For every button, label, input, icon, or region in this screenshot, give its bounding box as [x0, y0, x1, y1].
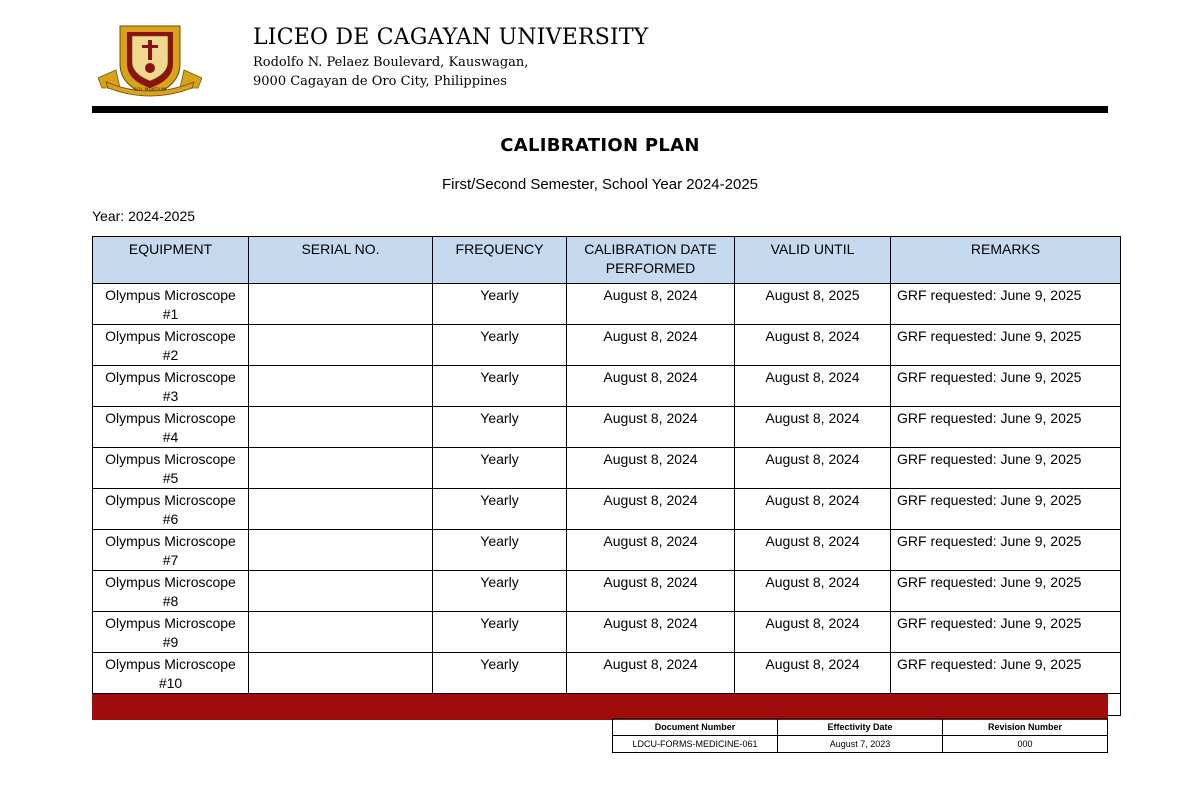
equipment-cell: Olympus Microscope #9	[93, 612, 249, 653]
remarks-cell: GRF requested: June 9, 2025	[891, 489, 1121, 530]
table-row	[93, 489, 1121, 530]
calibration-date-cell: August 8, 2024	[567, 571, 735, 612]
serial-cell	[249, 325, 433, 366]
serial-cell	[249, 284, 433, 325]
frequency-cell: Yearly	[433, 653, 567, 694]
document-subtitle: First/Second Semester, School Year 2024-2025	[441, 176, 759, 193]
frequency-cell: Yearly	[433, 571, 567, 612]
calibration-date-cell: August 8, 2024	[567, 653, 735, 694]
valid-until-cell: August 8, 2024	[735, 325, 891, 366]
frequency-cell: Yearly	[433, 612, 567, 653]
frequency-cell: Yearly	[433, 284, 567, 325]
calibration-date-cell: August 8, 2024	[567, 325, 735, 366]
serial-cell	[249, 571, 433, 612]
serial-cell	[249, 407, 433, 448]
table-header-row	[93, 237, 1121, 284]
table-row	[93, 366, 1121, 407]
column-header-equipment: EQUIPMENT	[93, 237, 249, 284]
equipment-cell: Olympus Microscope #3	[93, 366, 249, 407]
calibration-date-cell: August 8, 2024	[567, 284, 735, 325]
remarks-cell: GRF requested: June 9, 2025	[891, 448, 1121, 489]
remarks-cell: GRF requested: June 9, 2025	[891, 653, 1121, 694]
revision-number-label: Revision Number	[943, 719, 1108, 736]
table-row	[93, 325, 1121, 366]
calibration-date-cell: August 8, 2024	[567, 407, 735, 448]
document-title: CALIBRATION PLAN	[500, 135, 700, 156]
calibration-date-cell: August 8, 2024	[567, 366, 735, 407]
year-label: Year: 2024-2025	[92, 208, 196, 224]
serial-cell	[249, 612, 433, 653]
equipment-cell: Olympus Microscope #10	[93, 653, 249, 694]
column-header-frequency: FREQUENCY	[433, 237, 567, 284]
valid-until-cell: August 8, 2024	[735, 571, 891, 612]
university-name: LICEO DE CAGAYAN UNIVERSITY	[253, 25, 649, 50]
column-header-valid-until: VALID UNTIL	[735, 237, 891, 284]
remarks-cell: GRF requested: June 9, 2025	[891, 612, 1121, 653]
effectivity-date-label: Effectivity Date	[778, 719, 943, 736]
serial-cell	[249, 530, 433, 571]
frequency-cell: Yearly	[433, 448, 567, 489]
calibration-date-cell: August 8, 2024	[567, 530, 735, 571]
table-row	[93, 653, 1121, 694]
remarks-cell: GRF requested: June 9, 2025	[891, 530, 1121, 571]
frequency-cell: Yearly	[433, 530, 567, 571]
footer-red-band	[92, 694, 1108, 720]
valid-until-cell: August 8, 2024	[735, 489, 891, 530]
valid-until-cell: August 8, 2024	[735, 530, 891, 571]
remarks-cell: GRF requested: June 9, 2025	[891, 407, 1121, 448]
calibration-table	[92, 236, 1121, 716]
effectivity-date-value: August 7, 2023	[778, 736, 943, 753]
address-line-2: 9000 Cagayan de Oro City, Philippines	[253, 74, 507, 89]
equipment-cell: Olympus Microscope #1	[93, 284, 249, 325]
frequency-cell: Yearly	[433, 489, 567, 530]
column-header-serial-no: SERIAL NO.	[249, 237, 433, 284]
valid-until-cell: August 8, 2024	[735, 653, 891, 694]
column-header-calibration-date: CALIBRATION DATE PERFORMED	[567, 237, 735, 284]
calibration-date-cell: August 8, 2024	[567, 448, 735, 489]
valid-until-cell: August 8, 2024	[735, 366, 891, 407]
document-number-value: LDCU-FORMS-MEDICINE-061	[613, 736, 778, 753]
equipment-cell: Olympus Microscope #7	[93, 530, 249, 571]
equipment-cell: Olympus Microscope #4	[93, 407, 249, 448]
calibration-date-cell: August 8, 2024	[567, 489, 735, 530]
column-header-remarks: REMARKS	[891, 237, 1121, 284]
university-seal-logo	[98, 24, 202, 98]
frequency-cell: Yearly	[433, 407, 567, 448]
remarks-cell: GRF requested: June 9, 2025	[891, 571, 1121, 612]
serial-cell	[249, 653, 433, 694]
valid-until-cell: August 8, 2024	[735, 612, 891, 653]
address-line-1: Rodolfo N. Pelaez Boulevard, Kauswagan,	[253, 55, 529, 70]
table-row	[93, 530, 1121, 571]
valid-until-cell: August 8, 2024	[735, 448, 891, 489]
serial-cell	[249, 489, 433, 530]
equipment-cell: Olympus Microscope #2	[93, 325, 249, 366]
equipment-cell: Olympus Microscope #5	[93, 448, 249, 489]
serial-cell	[249, 366, 433, 407]
table-row	[93, 612, 1121, 653]
valid-until-cell: August 8, 2025	[735, 284, 891, 325]
remarks-cell: GRF requested: June 9, 2025	[891, 366, 1121, 407]
table-row	[93, 284, 1121, 325]
document-number-label: Document Number	[613, 719, 778, 736]
valid-until-cell: August 8, 2024	[735, 407, 891, 448]
remarks-cell: GRF requested: June 9, 2025	[891, 284, 1121, 325]
document-control-table	[612, 718, 1108, 753]
table-row	[93, 571, 1121, 612]
table-row	[93, 407, 1121, 448]
remarks-cell: GRF requested: June 9, 2025	[891, 325, 1121, 366]
calibration-date-cell: August 8, 2024	[567, 612, 735, 653]
revision-number-value: 000	[943, 736, 1108, 753]
svg-text:SOL MENTIUM: SOL MENTIUM	[134, 88, 166, 93]
equipment-cell: Olympus Microscope #8	[93, 571, 249, 612]
frequency-cell: Yearly	[433, 366, 567, 407]
header-divider	[92, 106, 1108, 113]
frequency-cell: Yearly	[433, 325, 567, 366]
equipment-cell: Olympus Microscope #6	[93, 489, 249, 530]
serial-cell	[249, 448, 433, 489]
table-row	[93, 448, 1121, 489]
